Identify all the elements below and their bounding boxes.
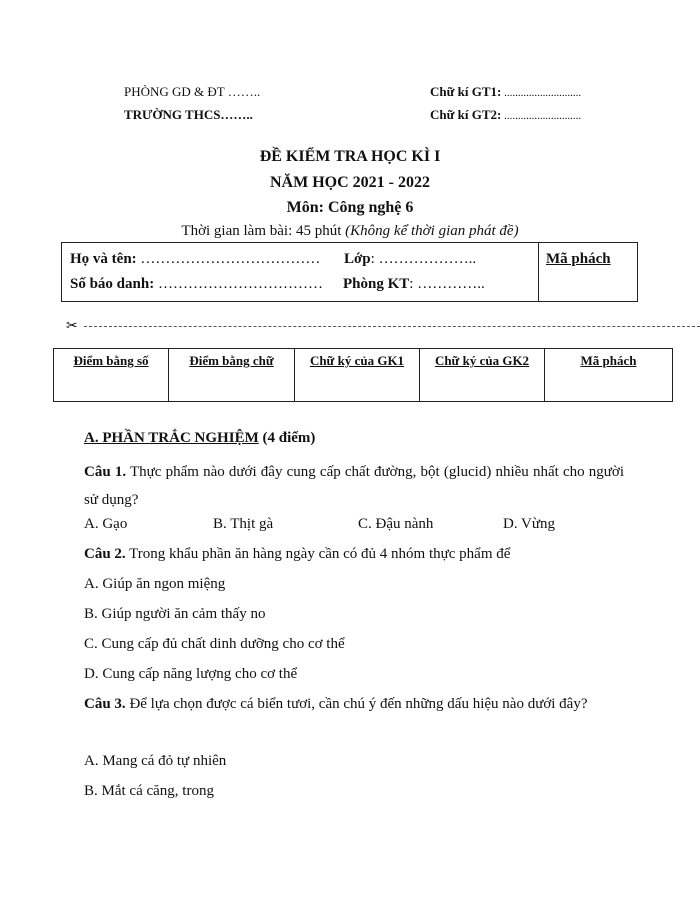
signature-2-line: ............................ [501, 110, 582, 122]
question-1-label: Câu 1. [84, 464, 127, 480]
section-a-points: (4 điểm) [258, 430, 316, 446]
question-3-text: Để lựa chọn được cá biển tươi, cần chú ý đến những dấu hiệu nào dưới đây? [125, 696, 588, 712]
q1-option-b[interactable]: B. Thịt gà [213, 516, 274, 532]
class-label: Lớp [344, 251, 371, 267]
info-box-divider [538, 243, 539, 301]
question-2 [84, 546, 510, 563]
question-2-text: Trong khẩu phần ăn hàng ngày cần có đủ 4 nhóm thực phẩm để [125, 546, 511, 562]
student-info-box [61, 242, 638, 302]
exam-time-note: (Không kể thời gian phát đề) [345, 223, 519, 239]
room-field[interactable] [343, 276, 485, 293]
exam-time-label: Thời gian làm bài: 45 phút [181, 223, 342, 239]
q1-option-d[interactable]: D. Vừng [503, 516, 556, 532]
question-1-text: Thực phẩm nào dưới đây cung cấp chất đường, bột (glucid) nhiều nhất cho người sử dụng? [84, 464, 624, 508]
signature-1-label: Chữ kí GT1: [430, 84, 502, 99]
exam-year: NĂM HỌC 2021 - 2022 [270, 174, 430, 191]
signature-2-label: Chữ kí GT2: [430, 107, 502, 122]
q1-option-c[interactable]: C. Đậu nành [358, 516, 434, 532]
student-id-field[interactable] [70, 276, 323, 293]
signature-1 [430, 84, 581, 100]
question-1 [84, 458, 624, 514]
room-dots: : ………….. [409, 276, 485, 292]
room-label: Phòng KT [343, 276, 410, 292]
section-a-title: A. PHẦN TRẮC NGHIỆM [84, 430, 259, 446]
class-field[interactable] [344, 251, 476, 268]
school-label: TRƯỜNG THCS…….. [124, 107, 253, 122]
grade-secret-code-cell: Mã phách [545, 349, 673, 402]
question-2-label: Câu 2. [84, 546, 126, 562]
student-id-dots: …………………………… [154, 276, 323, 292]
name-label: Họ và tên: [70, 251, 137, 267]
q3-option-b[interactable]: B. Mắt cá căng, trong [84, 783, 214, 799]
department-label: PHÒNG GD & ĐT …….. [124, 84, 261, 99]
name-dots: ……………………………… [136, 251, 321, 267]
q3-option-a[interactable]: A. Mang cá đỏ tự nhiên [84, 753, 227, 769]
grade-words-cell: Điểm bằng chữ [169, 349, 295, 402]
exam-subject: Môn: Công nghệ 6 [286, 199, 414, 216]
name-field[interactable] [70, 251, 320, 268]
scissors-icon: ✂ [66, 319, 78, 334]
exam-time [0, 223, 700, 240]
q2-option-b[interactable]: B. Giúp người ăn cảm thấy no [84, 606, 266, 622]
cut-line [84, 326, 700, 327]
grading-table-row [54, 349, 673, 402]
q2-option-d[interactable]: D. Cung cấp năng lượng cho cơ thể [84, 666, 298, 682]
grade-number-cell: Điểm bằng số [54, 349, 169, 402]
signature-1-line: ............................ [501, 87, 582, 99]
section-a-heading [84, 430, 315, 447]
signature-2 [430, 107, 581, 123]
question-3 [84, 690, 616, 718]
q2-option-c[interactable]: C. Cung cấp đủ chất dinh dưỡng cho cơ thể [84, 636, 345, 652]
question-3-label: Câu 3. [84, 696, 126, 712]
grading-table [53, 348, 673, 402]
grader2-signature-cell: Chữ ký của GK2 [420, 349, 545, 402]
student-id-label: Số báo danh: [70, 276, 155, 292]
secret-code-label: Mã phách [546, 251, 611, 267]
exam-title: ĐỀ KIỂM TRA HỌC KÌ I [259, 148, 441, 165]
q2-option-a[interactable]: A. Giúp ăn ngon miệng [84, 576, 226, 592]
grader1-signature-cell: Chữ ký của GK1 [295, 349, 420, 402]
class-dots: : ……………….. [370, 251, 477, 267]
q1-option-a[interactable]: A. Gạo [84, 516, 128, 532]
